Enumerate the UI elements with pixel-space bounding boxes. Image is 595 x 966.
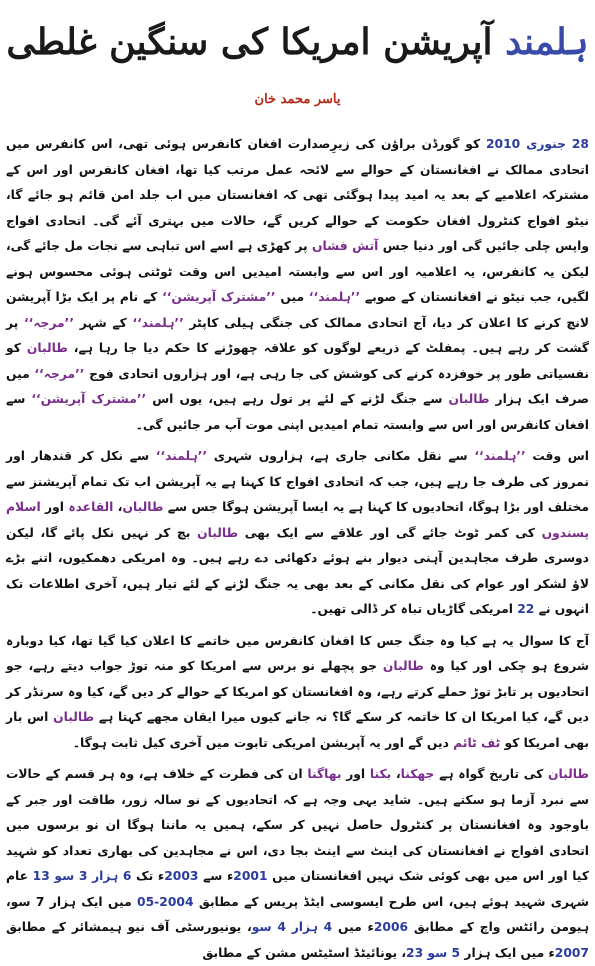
highlighted-term: ’’ہلمند‘‘ — [474, 449, 526, 463]
text-run: بچ کر نہیں نکل پائے گا، لیکن دوسری طرف مجاہدین آہنی دیوار بنے ہوئے دکھائی دے رہے ہیں۔ وہ امریکی دھمکیوں، اتنے بڑے لاؤ لشکر اور عوام کی نقل مکانی کے بعد بھی یہ جنگ لڑنے کے لئے تیار ہیں، آخری اطلاعات تک انہوں نے — [6, 525, 589, 616]
text-run: ان کی فطرت کے خلاف ہے، وہ ہر قسم کے حالات سے نبرد آزما ہو سکتے ہیں۔ شاید یہی وجہ ہے کہ اتحادیوں کے نو سالہ زور، طاقت اور جبر کے باوجود وہ افغانستان پر کنٹرول حاصل نہیں کر سکے، ہمیں یہ ماننا ہوگا ان نو برسوں میں اتحادی افواج نے افغانستان کی اینٹ سے اینٹ بجا دی، اس نے مجاہدین کی بھاری تعداد کو شہید کیا اور اس میں بھی کوئی شک نہیں افغانستان میں — [6, 767, 589, 883]
text-run: ء سے — [198, 869, 234, 883]
highlighted-term: طالبان — [53, 710, 95, 724]
highlighted-term: ’’ہلمند‘‘ — [132, 315, 184, 330]
highlighted-number: 28 جنوری 2010 — [485, 137, 589, 151]
text-run: ، — [113, 500, 123, 514]
author-byline: یاسر محمد خان — [254, 92, 341, 107]
highlighted-number: 22 — [517, 602, 535, 616]
text-run: اور — [40, 500, 69, 514]
highlighted-term: ’’مشترک آپریشن‘‘ — [31, 392, 147, 406]
text-run: آج کا سوال یہ ہے کیا وہ جنگ جس کا افغان کانفرس میں خاتمے کا اعلان کیا گیا تھا، کیا دوبارہ شروع ہو چکی اور کیا وہ — [6, 633, 589, 673]
text-run: عام شہری شہید ہوئے ہیں، اس طرح ایسوسی ایٹڈ پریس کے مطابق — [6, 869, 589, 909]
highlighted-term: بکنا — [369, 767, 392, 781]
highlighted-term: طالبان — [448, 392, 490, 406]
article-body — [6, 132, 589, 966]
highlighted-term: بھاگنا — [307, 767, 342, 781]
text-run: سے نکل کر قندھار اور نمروز کی طرف جا رہے ہیں، جب کہ اتحادی افواج کا کہنا ہے یہ آپریشن اب تک تمام آپریشنز سے مختلف اور بڑا ہوگا، اتحادیوں کا کہنا ہے یہ ایسا آپریشن ہوگا جس سے — [6, 449, 589, 514]
highlighted-term: طالبان — [26, 341, 68, 355]
text-run: ء میں — [332, 920, 374, 934]
highlighted-term: طالبان — [382, 659, 424, 673]
text-run: میں ایک ہزار 7 سو، ہیومن رائٹس واچ کے مطابق — [6, 894, 589, 934]
highlighted-number: 2006 — [373, 920, 409, 934]
text-run: امریکی گاڑیاں تباہ کر ڈالی تھیں۔ — [310, 602, 518, 616]
text-run: دیں گے اور یہ آپریشن امریکی تابوت میں آخری کیل ثابت ہوگا۔ — [72, 735, 454, 750]
text-run: پر گشت کر رہے ہیں۔ پمفلٹ کے ذریعے لوگوں کو علاقہ چھوڑنے کا حکم دیا جا رہا ہے، — [6, 315, 589, 355]
highlighted-term: آتش فشاں — [312, 239, 379, 253]
highlighted-number: 2007 — [554, 945, 589, 960]
text-run: کی تاریخ گواہ ہے — [434, 767, 549, 781]
highlighted-term: ٹف ٹائم — [453, 735, 501, 750]
text-run: کے نام پر ایک بڑا آپریشن لانچ کرنے کا اعلان کر دیا، آج اتحادی ممالک کی جنگی ہیلی کاپٹر — [6, 290, 589, 330]
highlighted-term: طالبان — [122, 500, 164, 514]
text-run: ، — [391, 767, 401, 781]
title-helmand: ہلمند — [505, 21, 589, 63]
paragraph-4 — [6, 762, 589, 966]
text-run: ء میں ایک ہزار — [460, 945, 555, 960]
text-run: اور — [341, 767, 370, 781]
text-run: میں صرف ایک ہزار — [6, 366, 589, 406]
highlighted-term: طالبان — [197, 525, 239, 540]
highlighted-number: 2004-05 — [137, 894, 194, 909]
highlighted-number: 2001 — [233, 869, 268, 883]
text-run: کو گورڈن براؤن کی زیرِصدارت افغان کانفرس ہوئی تھی، اس کانفرس میں اتحادی ممالک نے افغانستان کے حوالے سے لائحہ عمل مرتب کیا تھا، افغان کانفرس اور اس کے مشترکہ اعلامیے کے بعد یہ امید پیدا ہوگئی تھی کہ افغانستان میں اب جلد امن قائم ہو جائے گا، نیٹو افواج کنٹرول افغان حکومت کے حوالے کریں گے، حالات میں بہتری آئے گی۔ اتحادی افواج واپس چلی جائیں گی اور دنیا جس — [6, 137, 589, 253]
highlighted-number: 6 ہزار 3 سو 13 — [32, 869, 132, 883]
text-run: کے شہر — [74, 315, 133, 330]
article-title — [0, 12, 595, 72]
highlighted-term: اسلام پسندوں — [6, 500, 589, 540]
paragraph-2 — [6, 444, 589, 623]
highlighted-term: ’’مرجہ‘‘ — [23, 315, 75, 330]
text-run: کو نفسیاتی طور پر خوفزدہ کرنے کی کوشش کی جا رہی ہے، اور ہزاروں اتحادی فوج — [6, 341, 589, 381]
highlighted-term: ’’ہلمند‘‘ — [155, 449, 208, 463]
highlighted-term: ’’مشترک آپریشن‘‘ — [162, 290, 276, 304]
text-run: میں — [275, 290, 309, 304]
text-run: ء تک — [131, 869, 165, 883]
title-rest: آپریشن امریکا کی سنگین غلطی — [6, 21, 493, 63]
highlighted-term: القاعدہ — [68, 500, 114, 514]
text-run: کی کمر ٹوٹ جائے گی اور علاقے سے ایک بھی — [238, 525, 542, 540]
paragraph-1 — [6, 132, 589, 438]
text-run: جو پچھلے نو برس سے امریکا کو منہ توڑ جواب دیتے رہے، جو اتحادیوں پر تابڑ توڑ حملے کرتے رہے، وہ افغانستان کو امریکا کے حوالے کر دیں گے، کیا وہ سرنڈر کر دیں گے، کیا امریکا ان کا خاتمہ کر سکے گا؟ نہ جانے کیوں میرا ایقان مجھے کہتا ہے — [6, 659, 589, 724]
text-run: سے نقل مکانی جاری ہے، ہزاروں شہری — [207, 449, 475, 463]
text-run: پر کھڑی ہے اسے اس تباہی سے نجات مل جائے گی، لیکن یہ کانفرس، یہ اعلامیہ اور اس سے وابستہ امیدیں اس وقت ٹوٹتی ہوئی محسوس ہونے لگیں، جب نیٹو نے افغانستان کے صوبے — [6, 239, 589, 304]
highlighted-number: 2003 — [164, 869, 199, 883]
highlighted-number: 5 سو 23 — [406, 945, 461, 960]
text-run: سے افغان کانفرس اور اس سے وابستہ تمام امیدیں اپنی موت آپ مر جائیں گی۔ — [6, 392, 589, 432]
text-run: اس بار بھی امریکا کو — [6, 710, 589, 750]
highlighted-number: 4 ہزار 4 سو — [251, 920, 333, 934]
text-run: ، یونیورسٹی آف نیو ہیمشائر کے مطابق — [6, 920, 252, 934]
highlighted-term: جھکنا — [400, 767, 435, 781]
highlighted-term: ’’ہلمند‘‘ — [308, 290, 361, 304]
highlighted-term: ’’مرجہ‘‘ — [34, 366, 85, 381]
paragraph-3 — [6, 629, 589, 757]
text-run: سے جنگ لڑنے کے لئے پر تول رہے ہیں، یوں اس — [146, 392, 449, 406]
text-run: ، یونائیٹڈ اسٹیٹس مشن کے مطابق — [202, 945, 407, 960]
highlighted-term: طالبان — [548, 767, 589, 781]
text-run: اس وقت — [525, 449, 589, 463]
